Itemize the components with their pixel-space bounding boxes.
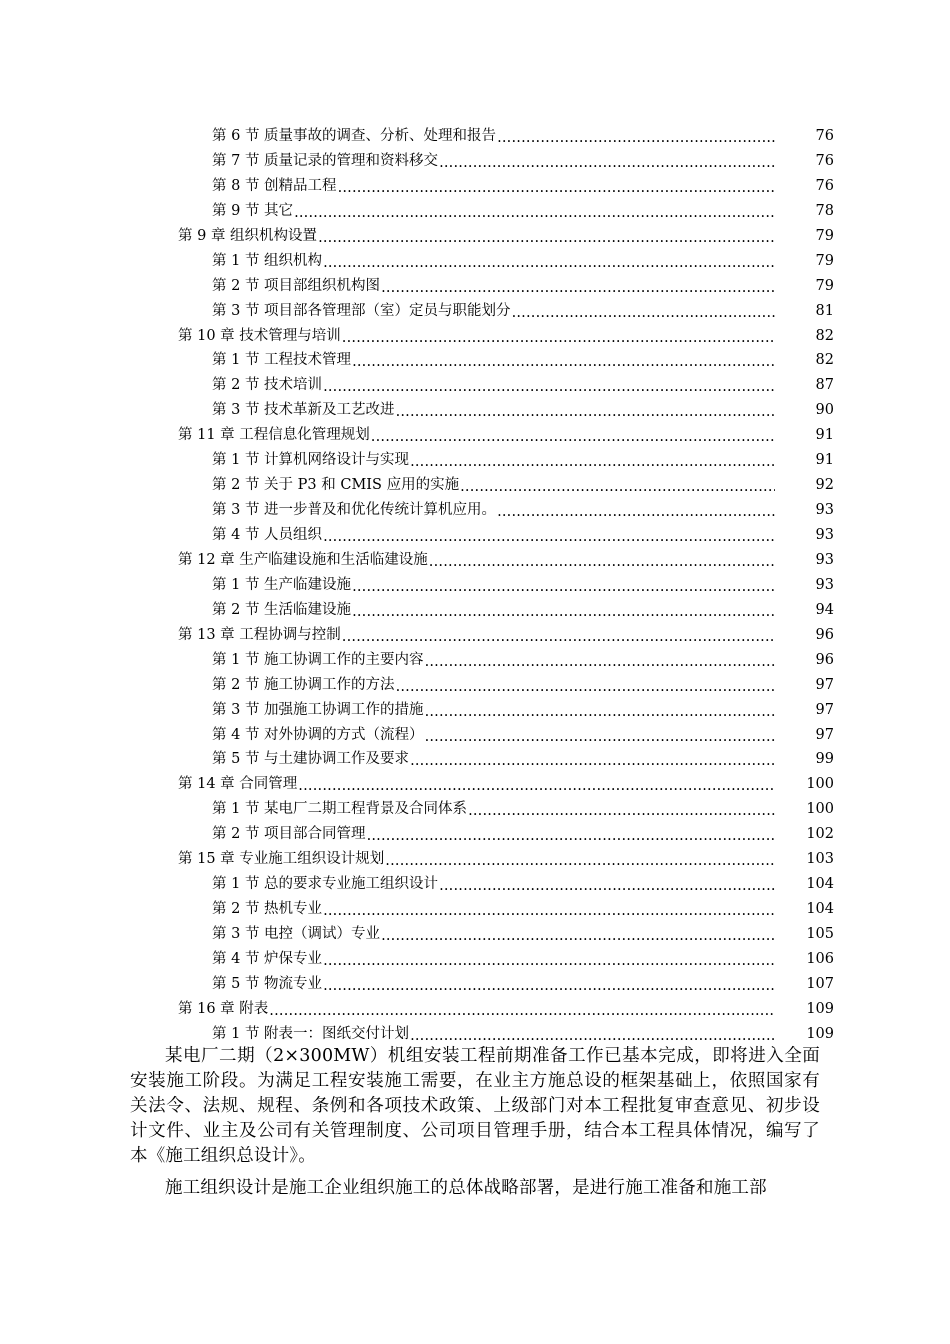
toc-section-entry[interactable] bbox=[0, 747, 950, 772]
toc-entry-label: 第 1 节 总的要求专业施工组织设计 bbox=[212, 876, 439, 893]
toc-page-number: 93 bbox=[815, 551, 834, 568]
toc-page-number: 79 bbox=[815, 252, 834, 269]
table-of-contents bbox=[0, 124, 950, 1047]
toc-page-number: 97 bbox=[815, 726, 834, 743]
toc-leader-dots bbox=[342, 324, 775, 349]
toc-entry-label: 第 3 节 加强施工协调工作的措施 bbox=[212, 701, 424, 718]
toc-section-entry[interactable] bbox=[0, 972, 950, 997]
toc-leader-dots bbox=[497, 124, 775, 149]
toc-page-number: 91 bbox=[815, 452, 834, 469]
toc-page-number: 91 bbox=[815, 427, 834, 444]
toc-section-entry[interactable] bbox=[0, 1022, 950, 1047]
toc-section-entry[interactable] bbox=[0, 523, 950, 548]
toc-leader-dots bbox=[352, 348, 775, 373]
toc-leader-dots bbox=[410, 747, 775, 772]
toc-page-number: 93 bbox=[815, 576, 834, 593]
toc-chapter-entry[interactable] bbox=[0, 997, 950, 1022]
toc-section-entry[interactable] bbox=[0, 573, 950, 598]
toc-entry-label: 第 5 节 物流专业 bbox=[212, 975, 323, 992]
toc-page-number: 82 bbox=[815, 327, 834, 344]
toc-leader-dots bbox=[468, 797, 775, 822]
toc-chapter-entry[interactable] bbox=[0, 423, 950, 448]
toc-entry-label: 第 10 章 技术管理与培训 bbox=[178, 327, 341, 344]
toc-entry-label: 第 3 节 电控（调试）专业 bbox=[212, 926, 381, 942]
toc-section-entry[interactable] bbox=[0, 124, 950, 149]
toc-page-number: 87 bbox=[815, 377, 834, 394]
toc-section-entry[interactable] bbox=[0, 797, 950, 822]
toc-leader-dots bbox=[352, 573, 775, 598]
toc-page-number: 82 bbox=[815, 352, 834, 369]
toc-page-number: 99 bbox=[815, 751, 834, 768]
toc-leader-dots bbox=[342, 623, 775, 648]
toc-leader-dots bbox=[425, 698, 775, 723]
toc-chapter-entry[interactable] bbox=[0, 772, 950, 797]
toc-chapter-entry[interactable] bbox=[0, 623, 950, 648]
toc-leader-dots bbox=[323, 373, 775, 398]
toc-section-entry[interactable] bbox=[0, 373, 950, 398]
toc-leader-dots bbox=[318, 224, 775, 249]
toc-section-entry[interactable] bbox=[0, 398, 950, 423]
toc-entry-label: 第 1 节 某电厂二期工程背景及合同体系 bbox=[212, 801, 468, 818]
toc-leader-dots bbox=[425, 723, 775, 748]
toc-entry-label: 第 1 节 工程技术管理 bbox=[212, 352, 352, 369]
toc-page-number: 97 bbox=[815, 701, 834, 718]
toc-chapter-entry[interactable] bbox=[0, 847, 950, 872]
toc-chapter-entry[interactable] bbox=[0, 548, 950, 573]
toc-leader-dots bbox=[410, 1022, 775, 1047]
toc-section-entry[interactable] bbox=[0, 897, 950, 922]
toc-entry-label: 第 1 节 组织机构 bbox=[212, 252, 323, 269]
toc-leader-dots bbox=[298, 772, 775, 797]
toc-page-number: 96 bbox=[815, 626, 834, 643]
toc-section-entry[interactable] bbox=[0, 648, 950, 673]
toc-chapter-entry[interactable] bbox=[0, 324, 950, 349]
toc-page-number: 104 bbox=[806, 876, 834, 893]
toc-leader-dots bbox=[352, 598, 775, 623]
toc-section-entry[interactable] bbox=[0, 299, 950, 324]
toc-page-number: 106 bbox=[806, 950, 834, 967]
toc-page-number: 94 bbox=[815, 601, 834, 618]
toc-entry-label: 第 1 节 施工协调工作的主要内容 bbox=[212, 651, 424, 668]
toc-leader-dots bbox=[410, 448, 775, 473]
toc-entry-label: 第 1 节 附表一：图纸交付计划 bbox=[212, 1025, 410, 1042]
toc-chapter-entry[interactable] bbox=[0, 224, 950, 249]
toc-page-number: 103 bbox=[806, 851, 834, 868]
toc-entry-label: 第 2 节 关于 P3 和 CMIS 应用的实施 bbox=[212, 477, 460, 494]
toc-page-number: 78 bbox=[815, 202, 834, 219]
toc-section-entry[interactable] bbox=[0, 947, 950, 972]
toc-leader-dots bbox=[367, 822, 775, 847]
body-text bbox=[130, 1044, 820, 1208]
toc-entry-label: 第 2 节 技术培训 bbox=[212, 377, 323, 394]
toc-entry-label: 第 3 节 项目部各管理部（室）定员与职能划分 bbox=[212, 302, 511, 319]
toc-leader-dots bbox=[323, 972, 775, 997]
toc-entry-label: 第 4 节 炉保专业 bbox=[212, 950, 323, 967]
toc-section-entry[interactable] bbox=[0, 174, 950, 199]
toc-section-entry[interactable] bbox=[0, 199, 950, 224]
toc-section-entry[interactable] bbox=[0, 249, 950, 274]
toc-page-number: 76 bbox=[815, 152, 834, 169]
toc-page-number: 109 bbox=[806, 1000, 834, 1017]
toc-section-entry[interactable] bbox=[0, 922, 950, 947]
toc-page-number: 79 bbox=[815, 277, 834, 294]
toc-page-number: 100 bbox=[806, 801, 834, 818]
toc-section-entry[interactable] bbox=[0, 448, 950, 473]
toc-section-entry[interactable] bbox=[0, 822, 950, 847]
toc-leader-dots bbox=[323, 897, 775, 922]
toc-entry-label: 第 16 章 附表 bbox=[178, 1000, 269, 1017]
toc-leader-dots bbox=[294, 199, 775, 224]
toc-page-number: 97 bbox=[815, 676, 834, 693]
toc-entry-label: 第 4 节 对外协调的方式（流程） bbox=[212, 726, 424, 743]
toc-entry-label: 第 11 章 工程信息化管理规划 bbox=[178, 427, 370, 444]
toc-entry-label: 第 5 节 与土建协调工作及要求 bbox=[212, 751, 410, 768]
toc-leader-dots bbox=[323, 947, 775, 972]
toc-leader-dots bbox=[439, 872, 775, 897]
toc-page-number: 81 bbox=[815, 302, 834, 319]
toc-entry-label: 第 13 章 工程协调与控制 bbox=[178, 626, 341, 643]
toc-entry-label: 第 2 节 项目部合同管理 bbox=[212, 826, 366, 843]
toc-leader-dots bbox=[381, 274, 775, 299]
toc-leader-dots bbox=[396, 398, 775, 423]
toc-leader-dots bbox=[439, 149, 775, 174]
toc-page-number: 96 bbox=[815, 651, 834, 668]
toc-leader-dots bbox=[497, 498, 775, 523]
toc-page-number: 79 bbox=[815, 227, 834, 244]
toc-page-number: 109 bbox=[806, 1025, 834, 1042]
toc-entry-label: 第 12 章 生产临建设施和生活临建设施 bbox=[178, 551, 428, 568]
toc-page-number: 105 bbox=[806, 926, 834, 942]
toc-page-number: 107 bbox=[806, 975, 834, 992]
paragraph: 施工组织设计是施工企业组织施工的总体战略部署，是进行施工准备和施工部 bbox=[165, 1178, 767, 1198]
toc-leader-dots bbox=[323, 523, 775, 548]
toc-leader-dots bbox=[429, 548, 775, 573]
paragraph: 某电厂二期（2×300MW）机组安装工程前期准备工作已基本完成，即将进入全面安装施工阶段。为满足工程安装施工需要，在业主方施总设的框架基础上，依照国家有关法令、法规、规程、条例和各项技术政策、上级部门对本工程批复审查意见、初步设计文件、业主及公司有关管理制度、公司项目管理手册，结合本工程具体情况，编写了本《施工组织总设计》。 bbox=[130, 1046, 820, 1166]
toc-page-number: 93 bbox=[815, 502, 834, 519]
toc-page-number: 100 bbox=[806, 776, 834, 793]
toc-page-number: 93 bbox=[815, 527, 834, 543]
toc-leader-dots bbox=[371, 423, 775, 448]
toc-leader-dots bbox=[338, 174, 775, 199]
toc-section-entry[interactable] bbox=[0, 274, 950, 299]
toc-page-number: 76 bbox=[815, 177, 834, 194]
toc-leader-dots bbox=[323, 249, 775, 274]
toc-section-entry[interactable] bbox=[0, 723, 950, 748]
toc-leader-dots bbox=[396, 673, 775, 698]
toc-page-number: 104 bbox=[806, 901, 834, 918]
toc-entry-label: 第 3 节 技术革新及工艺改进 bbox=[212, 402, 395, 419]
toc-entry-label: 第 2 节 项目部组织机构图 bbox=[212, 277, 381, 294]
toc-leader-dots bbox=[425, 648, 775, 673]
toc-leader-dots bbox=[269, 997, 775, 1022]
toc-section-entry[interactable] bbox=[0, 598, 950, 623]
toc-page-number: 102 bbox=[806, 826, 834, 843]
toc-entry-label: 第 6 节 质量事故的调查、分析、处理和报告 bbox=[212, 128, 497, 144]
toc-section-entry[interactable] bbox=[0, 673, 950, 698]
toc-entry-label: 第 2 节 施工协调工作的方法 bbox=[212, 676, 395, 693]
toc-section-entry[interactable] bbox=[0, 872, 950, 897]
toc-leader-dots bbox=[381, 922, 775, 947]
toc-entry-label: 第 14 章 合同管理 bbox=[178, 776, 298, 793]
toc-entry-label: 第 3 节 进一步普及和优化传统计算机应用。 bbox=[212, 502, 497, 519]
toc-entry-label: 第 1 节 生产临建设施 bbox=[212, 576, 352, 593]
toc-section-entry[interactable] bbox=[0, 473, 950, 498]
toc-leader-dots bbox=[512, 299, 775, 324]
toc-entry-label: 第 2 节 热机专业 bbox=[212, 901, 323, 918]
toc-entry-label: 第 15 章 专业施工组织设计规划 bbox=[178, 851, 385, 868]
toc-leader-dots bbox=[385, 847, 775, 872]
toc-page-number: 76 bbox=[815, 128, 834, 144]
toc-entry-label: 第 1 节 计算机网络设计与实现 bbox=[212, 452, 410, 469]
toc-entry-label: 第 8 节 创精品工程 bbox=[212, 177, 337, 194]
toc-entry-label: 第 7 节 质量记录的管理和资料移交 bbox=[212, 152, 439, 169]
toc-section-entry[interactable] bbox=[0, 698, 950, 723]
toc-section-entry[interactable] bbox=[0, 348, 950, 373]
toc-section-entry[interactable] bbox=[0, 149, 950, 174]
toc-entry-label: 第 4 节 人员组织 bbox=[212, 527, 323, 543]
toc-page-number: 90 bbox=[815, 402, 834, 419]
toc-page-number: 92 bbox=[815, 477, 834, 494]
toc-entry-label: 第 2 节 生活临建设施 bbox=[212, 601, 352, 618]
toc-entry-label: 第 9 节 其它 bbox=[212, 202, 294, 219]
toc-entry-label: 第 9 章 组织机构设置 bbox=[178, 227, 318, 244]
toc-section-entry[interactable] bbox=[0, 498, 950, 523]
toc-leader-dots bbox=[460, 473, 775, 498]
